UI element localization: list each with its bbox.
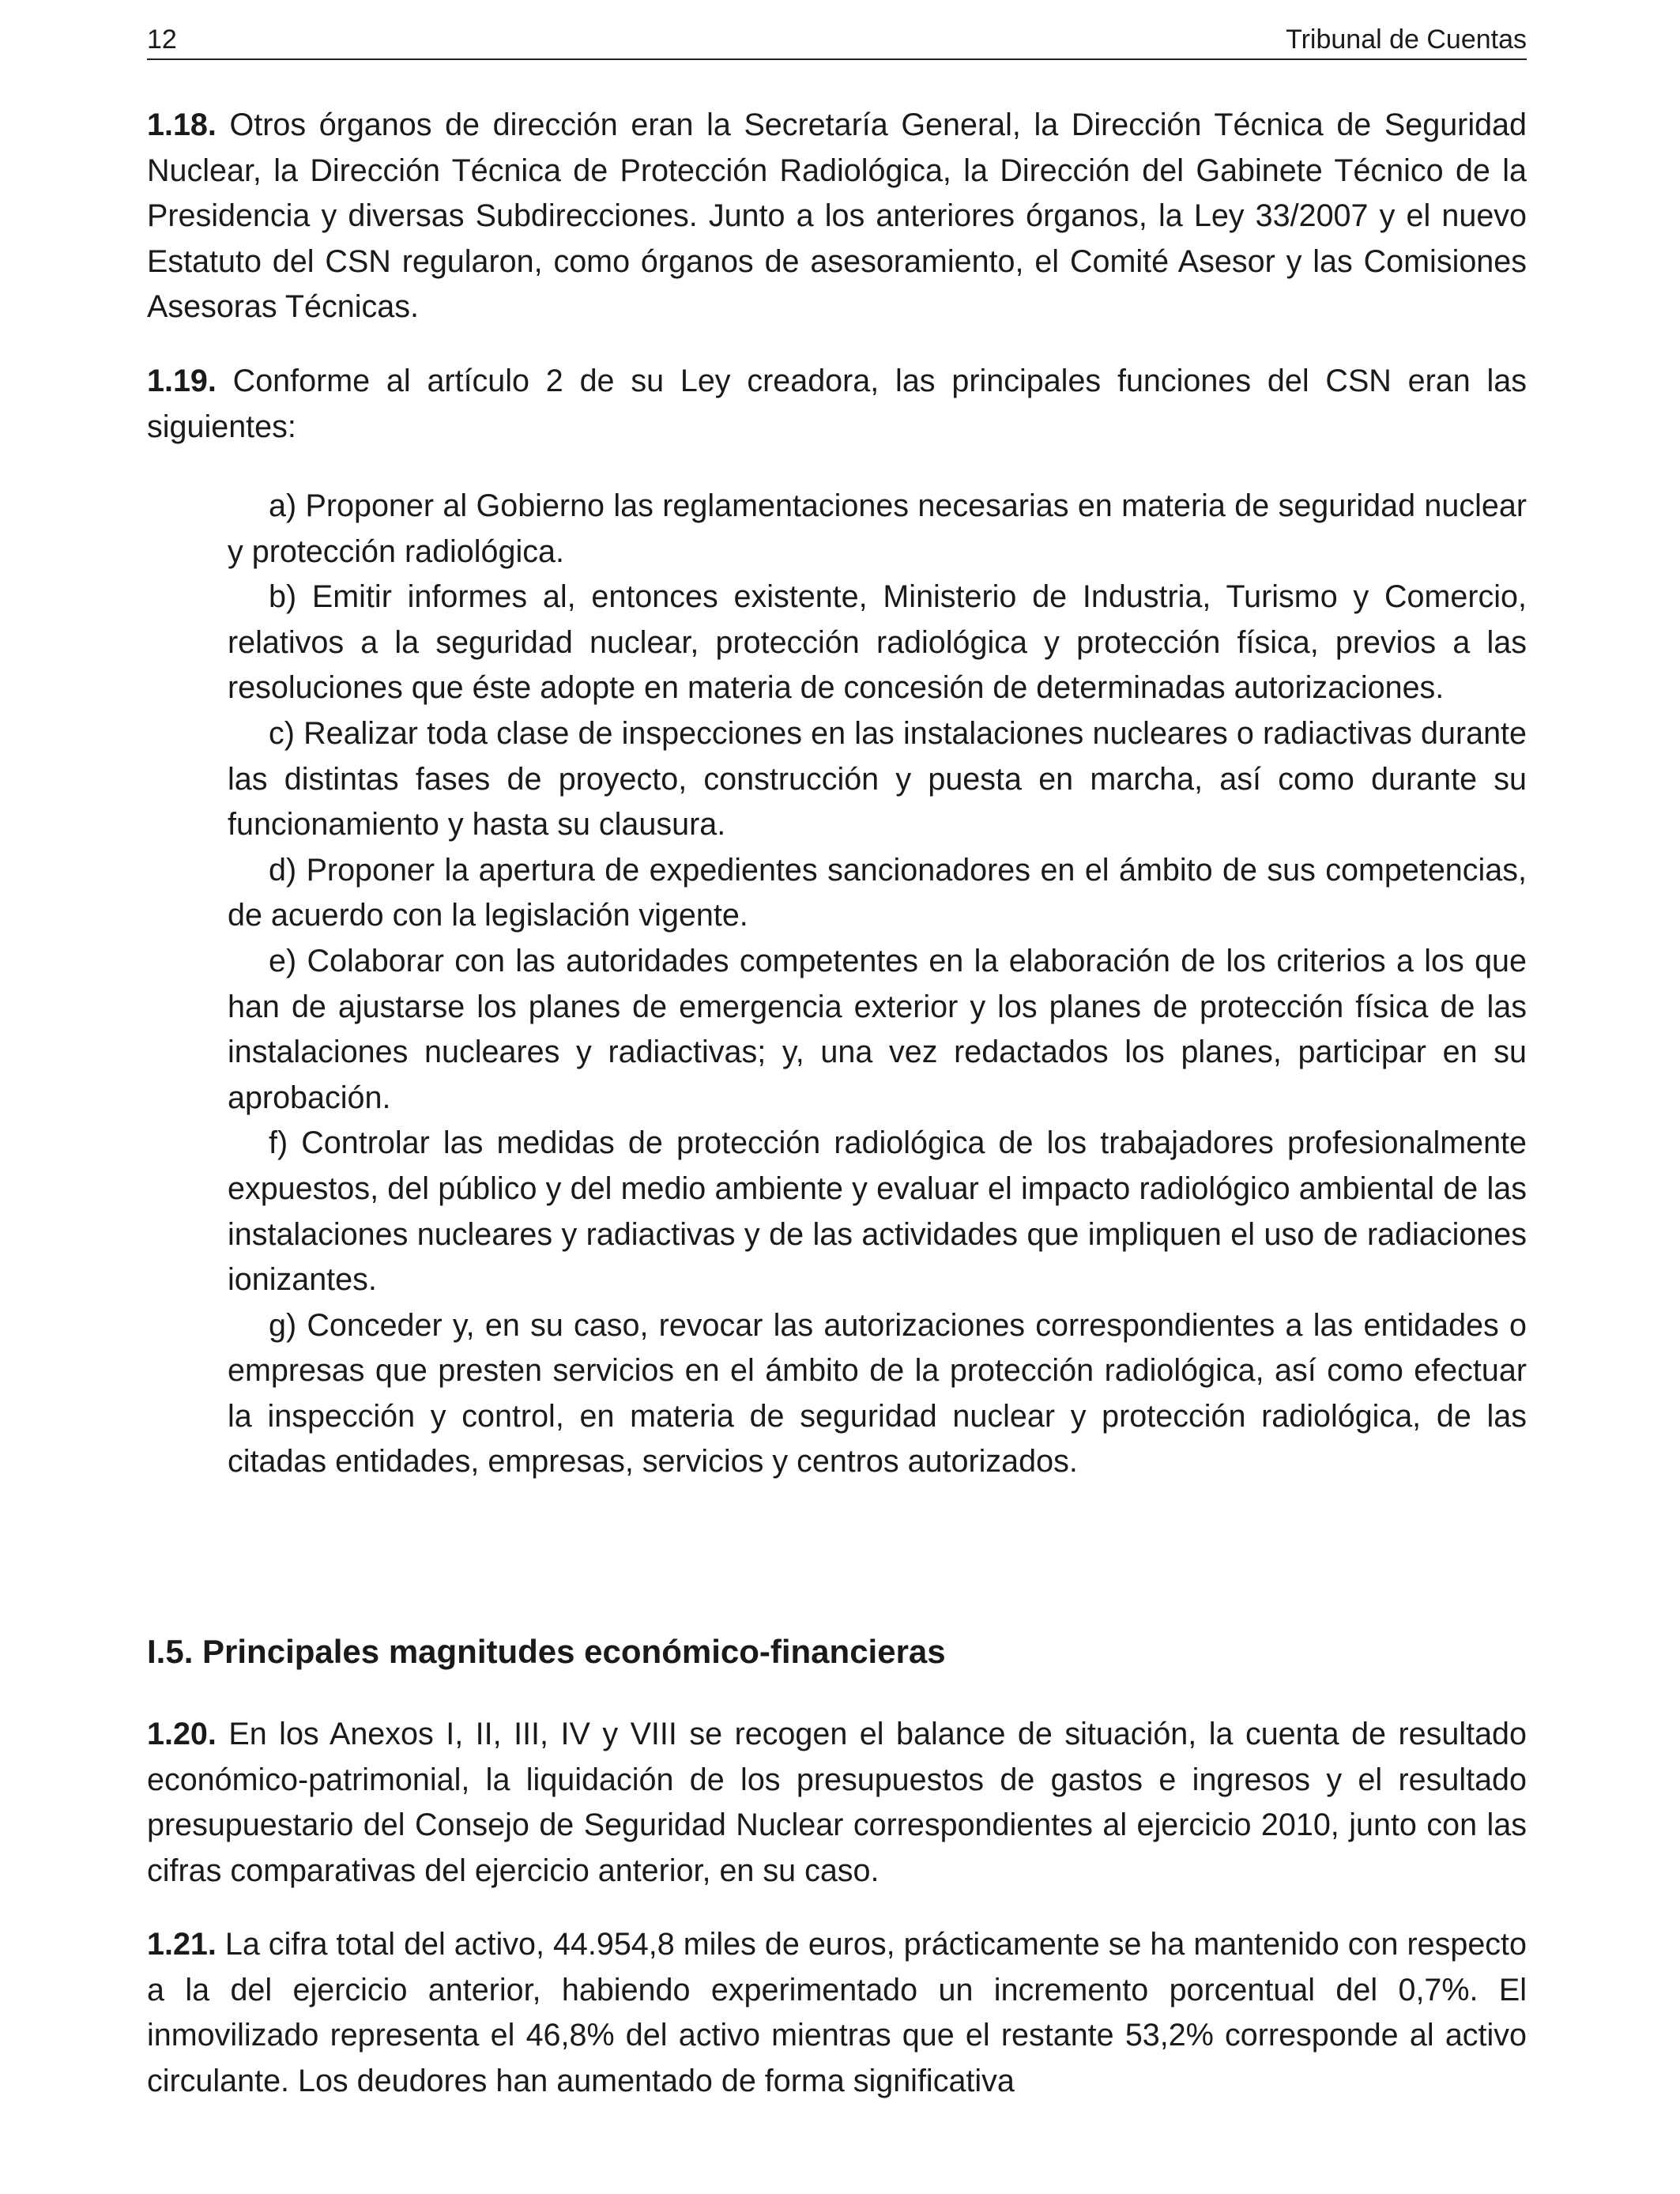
- paragraph-text: En los Anexos I, II, III, IV y VIII se recogen el balance de situación, la cuenta de resultado económico-patrimonial, la liquidación de los presupuestos de gastos e ingresos y el resultado presupuestario del Consejo de Seguridad Nuclear correspondientes al ejercicio 2010, junto con las cifras comparativas del ejercicio anterior, en su caso.: [147, 1717, 1527, 1888]
- paragraph-number: 1.21.: [147, 1927, 217, 1962]
- functions-list: [228, 484, 1527, 1485]
- list-item: d) Proponer la apertura de expedientes sancionadores en el ámbito de sus competencias, de acuerdo con la legislación vigente.: [228, 852, 1527, 933]
- paragraph-1-20: [147, 1712, 1527, 1894]
- list-item: e) Colaborar con las autoridades competentes en la elaboración de los criterios a los que han de ajustarse los planes de emergencia exterior y los planes de protección física de las instalaciones nucleares y radiactivas; y, una vez redactados los planes, participar en su aprobación.: [228, 943, 1527, 1115]
- paragraph-number: 1.19.: [147, 364, 217, 398]
- list-item: b) Emitir informes al, entonces existente, Ministerio de Industria, Turismo y Comercio, relativos a la seguridad nuclear, protección radiológica y protección física, previos a las resoluciones que éste adopte en materia de concesión de determinadas autorizaciones.: [228, 579, 1527, 706]
- list-item: c) Realizar toda clase de inspecciones en las instalaciones nucleares o radiactivas durante las distintas fases de proyecto, construcción y puesta en marcha, así como durante su funcionamiento y hasta su clausura.: [228, 715, 1527, 843]
- page-number: 12: [147, 25, 177, 55]
- paragraph-text: La cifra total del activo, 44.954,8 miles de euros, prácticamente se ha mantenido con respecto a la del ejercicio anterior, habiendo experimentado un incremento porcentual del 0,7%. El inmovilizado representa el 46,8% del activo mientras que el restante 53,2% corresponde al activo circulante. Los deudores han aumentado de forma significativa: [147, 1927, 1527, 2098]
- paragraph-1-18: [147, 103, 1527, 330]
- paragraph-number: 1.20.: [147, 1717, 217, 1751]
- list-item: f) Controlar las medidas de protección radiológica de los trabajadores profesionalmente expuestos, del público y del medio ambiente y evaluar el impacto radiológico ambiental de las instalaciones nucleares y radiactivas y de las actividades que impliquen el uso de radiaciones ionizantes.: [228, 1125, 1527, 1298]
- paragraph-number: 1.18.: [147, 107, 217, 142]
- paragraph-text: Otros órganos de dirección eran la Secretaría General, la Dirección Técnica de Seguridad Nuclear, la Dirección Técnica de Protección Radiológica, la Dirección del Gabinete Técnico de la Presidencia y diversas Subdirecciones. Junto a los anteriores órganos, la Ley 33/2007 y el nuevo Estatuto del CSN regularon, como órganos de asesoramiento, el Comité Asesor y las Comisiones Asesoras Técnicas.: [147, 107, 1527, 325]
- section-heading: I.5. Principales magnitudes económico-financieras: [147, 1633, 946, 1670]
- paragraph-1-21: [147, 1922, 1527, 2104]
- list-item: a) Proponer al Gobierno las reglamentaciones necesarias en materia de seguridad nuclear y protección radiológica.: [228, 488, 1527, 569]
- publisher-name: Tribunal de Cuentas: [1286, 25, 1527, 55]
- list-item: g) Conceder y, en su caso, revocar las autorizaciones correspondientes a las entidades o empresas que presten servicios en el ámbito de la protección radiológica, así como efectuar la inspección y control, en materia de seguridad nuclear y protección radiológica, de las citadas entidades, empresas, servicios y centros autorizados.: [228, 1307, 1527, 1480]
- paragraph-text: Conforme al artículo 2 de su Ley creadora, las principales funciones del CSN eran las siguientes:: [147, 364, 1527, 444]
- page-header: [147, 24, 1527, 60]
- paragraph-1-19: [147, 359, 1527, 450]
